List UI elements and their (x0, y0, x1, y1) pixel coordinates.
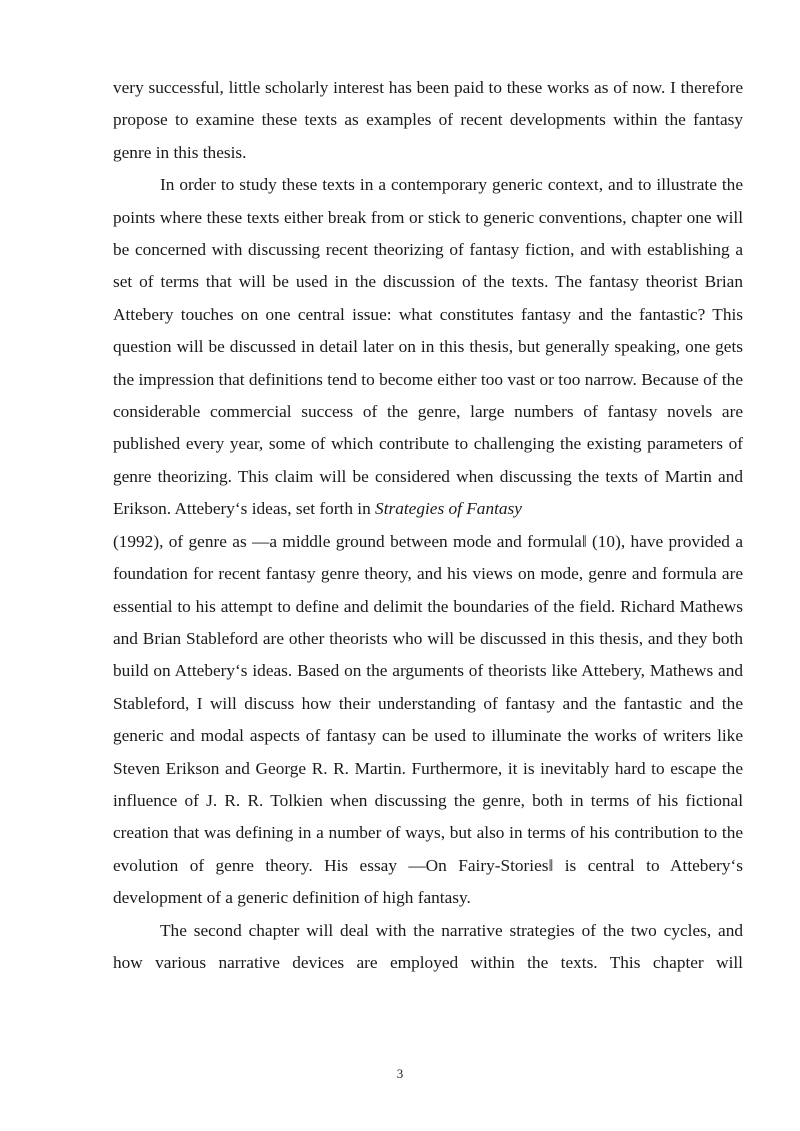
paragraph-text: very successful, little scholarly interest has been paid to these works as of now. I therefore propose to examine these texts as examples of recent developments within the fantasy genre in this thesis. (113, 78, 743, 162)
paragraph-text: In order to study these texts in a contemporary generic context, and to illustrate the points where these texts either break from or stick to generic conventions, chapter one will be concerned with discussing recent theorizing of fantasy fiction, and with establishing a set of terms that will be used in the discussion of the texts. The fantasy theorist Brian Attebery touches on one central issue: what constitutes fantasy and the fantastic? This question will be discussed in detail later on in this thesis, but generally speaking, one gets the impression that definitions tend to become either too vast or too narrow. Because of the considerable commercial success of the genre, large numbers of fantasy novels are published every year, some of which contribute to challenging the existing parameters of genre theorizing. This claim will be considered when discussing the texts of Martin and Erikson. Attebery‘s ideas, set forth in (113, 175, 743, 519)
paragraph-text: The second chapter will deal with the narrative strategies of the two cycles, and how various narrative devices are employed within the texts. This chapter will (113, 920, 743, 972)
book-title: Strategies of Fantasy (375, 499, 522, 519)
page-number: 3 (396, 1066, 404, 1081)
paragraph (113, 72, 743, 169)
paragraph (113, 526, 743, 915)
paragraph-text: (1992), of genre as ―a middle ground between mode and formula‖ (10), have provided a foundation for recent fantasy genre theory, and his views on mode, genre and formula are essential to his attempt to define and delimit the boundaries of the field. Richard Mathews and Brian Stableford are other theorists who will be discussed in this thesis, and they both build on Attebery‘s ideas. Based on the arguments of theorists like Attebery, Mathews and Stableford, I will discuss how their understanding of fantasy and the fantastic and the generic and modal aspects of fantasy can be used to illuminate the works of writers like Steven Erikson and George R. R. Martin. Furthermore, it is inevitably hard to escape the influence of J. R. R. Tolkien when discussing the genre, both in terms of his fictional creation that was defining in a number of ways, but also in terms of his contribution to the evolution of genre theory. His essay ―On Fairy-Stories‖ is central to Attebery‘s development of a generic definition of high fantasy. (113, 531, 743, 908)
paragraph (113, 169, 743, 525)
body-text (113, 72, 743, 979)
paragraph (113, 915, 743, 980)
